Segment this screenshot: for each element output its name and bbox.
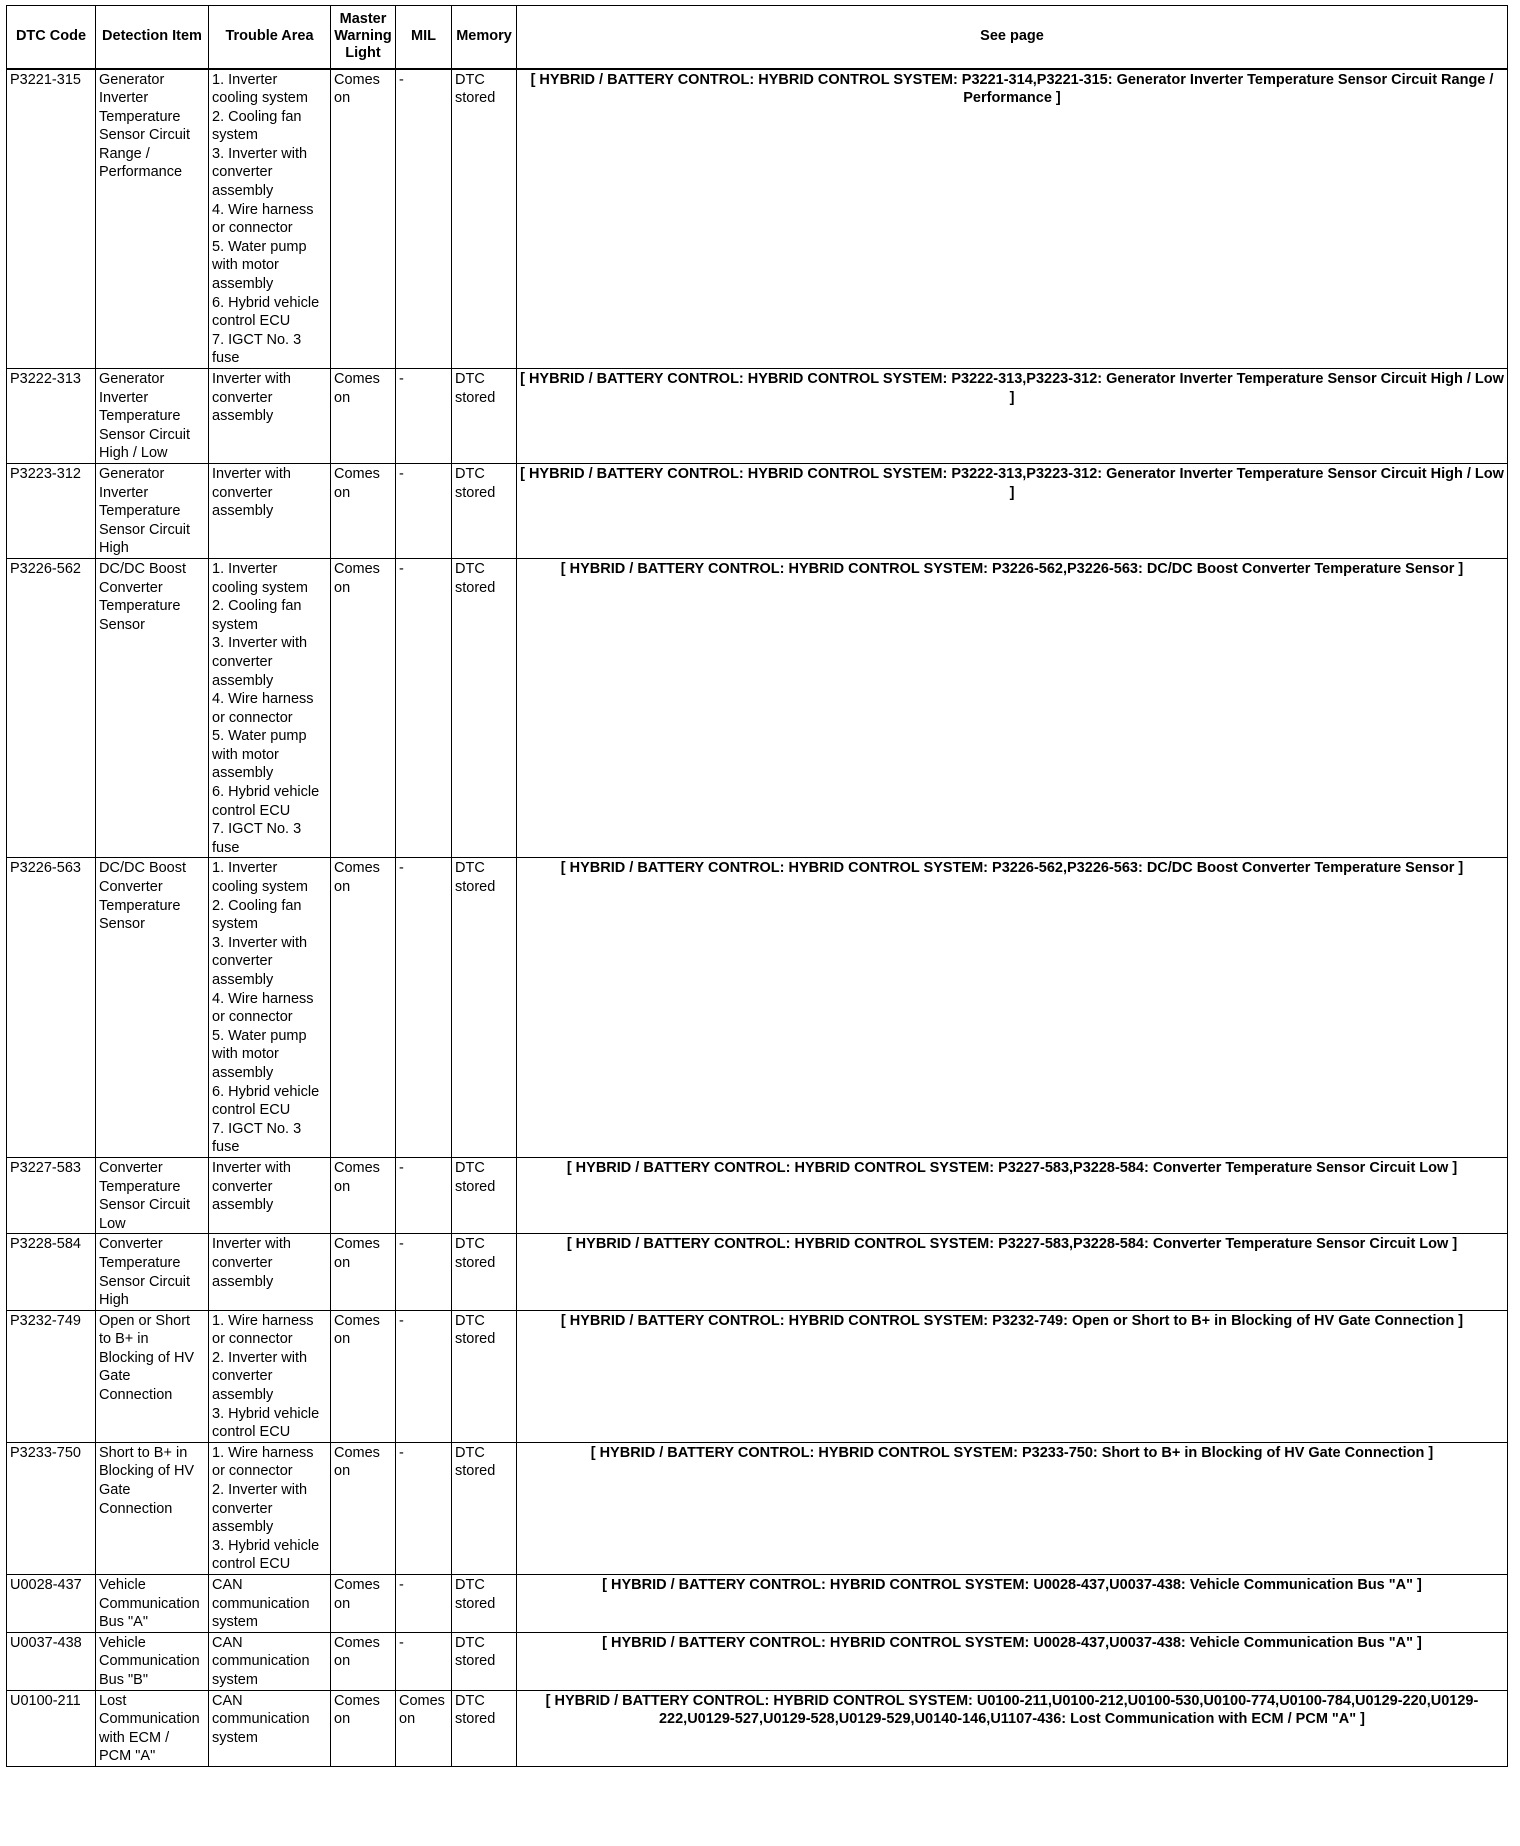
table-row bbox=[7, 1442, 1508, 1574]
memory-cell: DTC stored bbox=[452, 858, 517, 1158]
header-dtc-code: DTC Code bbox=[7, 6, 96, 69]
detection-item-cell: Converter Temperature Sensor Circuit Low bbox=[96, 1157, 209, 1233]
table-row bbox=[7, 463, 1508, 558]
master-warning-light-cell: Comes on bbox=[331, 1442, 396, 1574]
dtc-code-cell: P3223-312 bbox=[7, 463, 96, 558]
master-warning-light-cell: Comes on bbox=[331, 69, 396, 369]
header-see-page: See page bbox=[517, 6, 1508, 69]
mil-cell: - bbox=[396, 463, 452, 558]
header-trouble-area: Trouble Area bbox=[209, 6, 331, 69]
mil-cell: - bbox=[396, 1310, 452, 1442]
trouble-area-cell: CAN communication system bbox=[209, 1632, 331, 1690]
master-warning-light-cell: Comes on bbox=[331, 1632, 396, 1690]
table-row bbox=[7, 558, 1508, 858]
memory-cell: DTC stored bbox=[452, 69, 517, 369]
trouble-area-cell: 1. Wire harness or connector 2. Inverter with converter assembly 3. Hybrid vehicle control ECU bbox=[209, 1310, 331, 1442]
detection-item-cell: DC/DC Boost Converter Temperature Sensor bbox=[96, 558, 209, 858]
table-row bbox=[7, 858, 1508, 1158]
see-page-link[interactable]: [ HYBRID / BATTERY CONTROL: HYBRID CONTROL SYSTEM: P3227-583,P3228-584: Converter Temperature Sensor Circuit Low ] bbox=[517, 1234, 1508, 1310]
trouble-area-cell: 1. Inverter cooling system 2. Cooling fan system 3. Inverter with converter assembly 4. Wire harness or connector 5. Water pump with motor assembly 6. Hybrid vehicle control ECU 7. IGCT No. 3 fuse bbox=[209, 558, 331, 858]
trouble-area-cell: Inverter with converter assembly bbox=[209, 369, 331, 464]
memory-cell: DTC stored bbox=[452, 463, 517, 558]
trouble-area-cell: Inverter with converter assembly bbox=[209, 1234, 331, 1310]
memory-cell: DTC stored bbox=[452, 1310, 517, 1442]
header-master-warning-light: Master Warning Light bbox=[331, 6, 396, 69]
see-page-link[interactable]: [ HYBRID / BATTERY CONTROL: HYBRID CONTROL SYSTEM: P3222-313,P3223-312: Generator Inverter Temperature Sensor Circuit High / Low ] bbox=[517, 369, 1508, 464]
memory-cell: DTC stored bbox=[452, 1234, 517, 1310]
memory-cell: DTC stored bbox=[452, 1575, 517, 1633]
mil-cell: - bbox=[396, 369, 452, 464]
trouble-area-cell: 1. Inverter cooling system 2. Cooling fan system 3. Inverter with converter assembly 4. Wire harness or connector 5. Water pump with motor assembly 6. Hybrid vehicle control ECU 7. IGCT No. 3 fuse bbox=[209, 69, 331, 369]
detection-item-cell: DC/DC Boost Converter Temperature Sensor bbox=[96, 858, 209, 1158]
master-warning-light-cell: Comes on bbox=[331, 1690, 396, 1766]
dtc-code-cell: U0100-211 bbox=[7, 1690, 96, 1766]
memory-cell: DTC stored bbox=[452, 558, 517, 858]
table-row bbox=[7, 1575, 1508, 1633]
trouble-area-cell: CAN communication system bbox=[209, 1690, 331, 1766]
header-detection-item: Detection Item bbox=[96, 6, 209, 69]
dtc-code-cell: P3221-315 bbox=[7, 69, 96, 369]
detection-item-cell: Generator Inverter Temperature Sensor Circuit High bbox=[96, 463, 209, 558]
table-row bbox=[7, 1234, 1508, 1310]
dtc-table bbox=[6, 5, 1508, 1767]
mil-cell: - bbox=[396, 69, 452, 369]
see-page-link[interactable]: [ HYBRID / BATTERY CONTROL: HYBRID CONTROL SYSTEM: U0028-437,U0037-438: Vehicle Communication Bus "A" ] bbox=[517, 1632, 1508, 1690]
table-row bbox=[7, 1157, 1508, 1233]
mil-cell: Comes on bbox=[396, 1690, 452, 1766]
dtc-code-cell: P3222-313 bbox=[7, 369, 96, 464]
mil-cell: - bbox=[396, 1632, 452, 1690]
trouble-area-cell: CAN communication system bbox=[209, 1575, 331, 1633]
detection-item-cell: Open or Short to B+ in Blocking of HV Gate Connection bbox=[96, 1310, 209, 1442]
trouble-area-cell: Inverter with converter assembly bbox=[209, 463, 331, 558]
memory-cell: DTC stored bbox=[452, 1632, 517, 1690]
detection-item-cell: Vehicle Communication Bus "A" bbox=[96, 1575, 209, 1633]
header-row bbox=[7, 6, 1508, 69]
detection-item-cell: Short to B+ in Blocking of HV Gate Connection bbox=[96, 1442, 209, 1574]
dtc-code-cell: P3227-583 bbox=[7, 1157, 96, 1233]
dtc-code-cell: P3228-584 bbox=[7, 1234, 96, 1310]
dtc-code-cell: P3233-750 bbox=[7, 1442, 96, 1574]
memory-cell: DTC stored bbox=[452, 1690, 517, 1766]
see-page-link[interactable]: [ HYBRID / BATTERY CONTROL: HYBRID CONTROL SYSTEM: P3233-750: Short to B+ in Blocking of HV Gate Connection ] bbox=[517, 1442, 1508, 1574]
memory-cell: DTC stored bbox=[452, 1442, 517, 1574]
see-page-link[interactable]: [ HYBRID / BATTERY CONTROL: HYBRID CONTROL SYSTEM: U0028-437,U0037-438: Vehicle Communication Bus "A" ] bbox=[517, 1575, 1508, 1633]
master-warning-light-cell: Comes on bbox=[331, 463, 396, 558]
master-warning-light-cell: Comes on bbox=[331, 558, 396, 858]
mil-cell: - bbox=[396, 1442, 452, 1574]
mil-cell: - bbox=[396, 1575, 452, 1633]
table-row bbox=[7, 1310, 1508, 1442]
memory-cell: DTC stored bbox=[452, 369, 517, 464]
memory-cell: DTC stored bbox=[452, 1157, 517, 1233]
see-page-link[interactable]: [ HYBRID / BATTERY CONTROL: HYBRID CONTROL SYSTEM: P3222-313,P3223-312: Generator Inverter Temperature Sensor Circuit High / Low ] bbox=[517, 463, 1508, 558]
see-page-link[interactable]: [ HYBRID / BATTERY CONTROL: HYBRID CONTROL SYSTEM: P3226-562,P3226-563: DC/DC Boost Converter Temperature Sensor ] bbox=[517, 858, 1508, 1158]
see-page-link[interactable]: [ HYBRID / BATTERY CONTROL: HYBRID CONTROL SYSTEM: P3232-749: Open or Short to B+ in Blocking of HV Gate Connection ] bbox=[517, 1310, 1508, 1442]
table-row bbox=[7, 369, 1508, 464]
dtc-code-cell: U0028-437 bbox=[7, 1575, 96, 1633]
mil-cell: - bbox=[396, 1234, 452, 1310]
see-page-link[interactable]: [ HYBRID / BATTERY CONTROL: HYBRID CONTROL SYSTEM: P3227-583,P3228-584: Converter Temperature Sensor Circuit Low ] bbox=[517, 1157, 1508, 1233]
table-row bbox=[7, 1690, 1508, 1766]
detection-item-cell: Lost Communication with ECM / PCM "A" bbox=[96, 1690, 209, 1766]
master-warning-light-cell: Comes on bbox=[331, 1157, 396, 1233]
mil-cell: - bbox=[396, 1157, 452, 1233]
master-warning-light-cell: Comes on bbox=[331, 1310, 396, 1442]
header-mil: MIL bbox=[396, 6, 452, 69]
detection-item-cell: Generator Inverter Temperature Sensor Circuit High / Low bbox=[96, 369, 209, 464]
trouble-area-cell: Inverter with converter assembly bbox=[209, 1157, 331, 1233]
mil-cell: - bbox=[396, 858, 452, 1158]
see-page-link[interactable]: [ HYBRID / BATTERY CONTROL: HYBRID CONTROL SYSTEM: P3226-562,P3226-563: DC/DC Boost Converter Temperature Sensor ] bbox=[517, 558, 1508, 858]
dtc-table-body bbox=[7, 69, 1508, 1767]
trouble-area-cell: 1. Inverter cooling system 2. Cooling fan system 3. Inverter with converter assembly 4. Wire harness or connector 5. Water pump with motor assembly 6. Hybrid vehicle control ECU 7. IGCT No. 3 fuse bbox=[209, 858, 331, 1158]
detection-item-cell: Vehicle Communication Bus "B" bbox=[96, 1632, 209, 1690]
dtc-code-cell: P3226-563 bbox=[7, 858, 96, 1158]
trouble-area-cell: 1. Wire harness or connector 2. Inverter with converter assembly 3. Hybrid vehicle control ECU bbox=[209, 1442, 331, 1574]
detection-item-cell: Generator Inverter Temperature Sensor Circuit Range / Performance bbox=[96, 69, 209, 369]
master-warning-light-cell: Comes on bbox=[331, 369, 396, 464]
header-memory: Memory bbox=[452, 6, 517, 69]
detection-item-cell: Converter Temperature Sensor Circuit High bbox=[96, 1234, 209, 1310]
table-row bbox=[7, 1632, 1508, 1690]
see-page-link[interactable]: [ HYBRID / BATTERY CONTROL: HYBRID CONTROL SYSTEM: P3221-314,P3221-315: Generator Inverter Temperature Sensor Circuit Range / Performance ] bbox=[517, 69, 1508, 369]
master-warning-light-cell: Comes on bbox=[331, 1234, 396, 1310]
see-page-link[interactable]: [ HYBRID / BATTERY CONTROL: HYBRID CONTROL SYSTEM: U0100-211,U0100-212,U0100-530,U0100-774,U0100-784,U0129-220,U0129-222,U0129-527,U0129-528,U0129-529,U0140-146,U1107-436: Lost Communication with ECM / PCM "A" ] bbox=[517, 1690, 1508, 1766]
master-warning-light-cell: Comes on bbox=[331, 1575, 396, 1633]
dtc-code-cell: U0037-438 bbox=[7, 1632, 96, 1690]
master-warning-light-cell: Comes on bbox=[331, 858, 396, 1158]
dtc-code-cell: P3226-562 bbox=[7, 558, 96, 858]
dtc-code-cell: P3232-749 bbox=[7, 1310, 96, 1442]
table-row bbox=[7, 69, 1508, 369]
mil-cell: - bbox=[396, 558, 452, 858]
